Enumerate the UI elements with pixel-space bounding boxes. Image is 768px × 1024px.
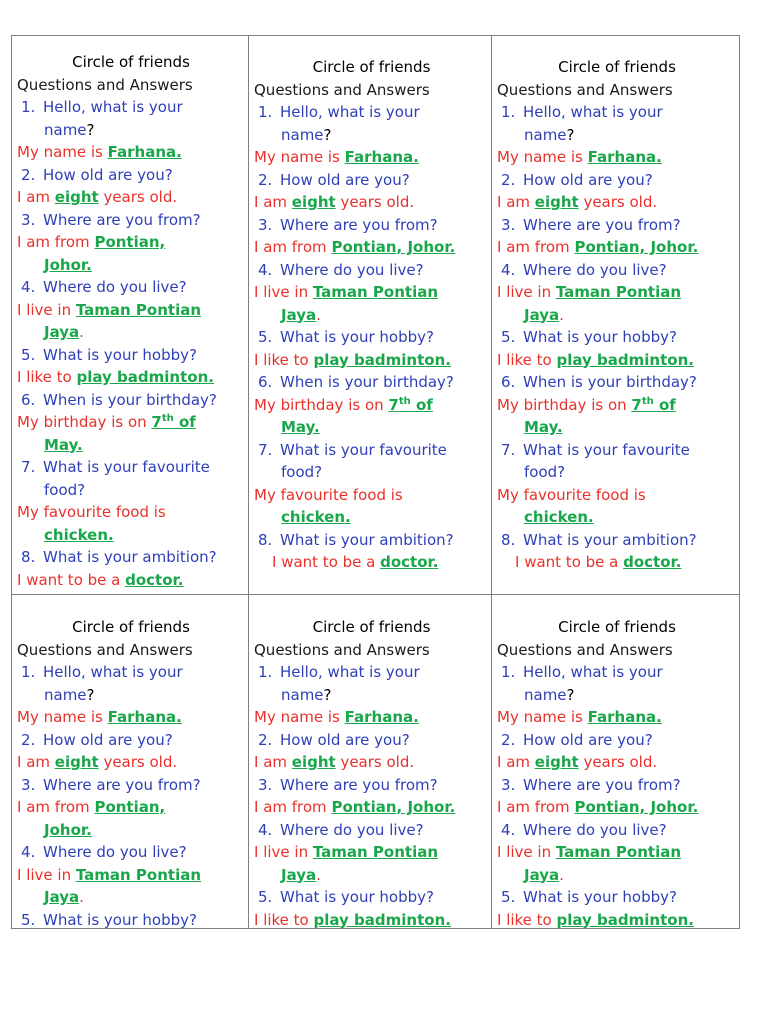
question-5: What is your hobby? <box>43 345 197 364</box>
answer-2-value: eight <box>54 188 99 206</box>
answer-8-value: doctor. <box>380 553 439 571</box>
question-2: How old are you? <box>280 170 410 189</box>
row-divider <box>11 594 740 595</box>
answer-6-value: 7th of <box>388 395 433 414</box>
answer-1-value: Farhana. <box>344 708 419 726</box>
question-5: What is your hobby? <box>523 328 677 346</box>
question-6: When is your birthday? <box>523 373 697 391</box>
question-7: What is your favourite <box>43 458 210 476</box>
question-4: Where do you live? <box>43 843 187 861</box>
column-divider <box>248 35 249 929</box>
card-bottom-middle: Circle of friends Questions and Answers 1. Hello, what is your name? My name is Farhana. 2. How old are you? I am eight years old. 3. Where are you from? I am from Pontian, Johor. 4. Where do you live? I live in Taman Pontian Jaya. 5. What is your hobby? I like to play badminton. <box>254 616 489 928</box>
card-subtitle: Questions and Answers <box>254 640 430 659</box>
question-7: What is your favourite <box>280 440 447 459</box>
question-5: What is your hobby? <box>280 328 434 346</box>
question-1: Hello, what is your <box>280 103 420 121</box>
answer-2-value: eight <box>534 753 579 771</box>
answer-3-value: Pontian, Johor. <box>331 238 456 256</box>
answer-2-value: eight <box>291 753 336 771</box>
answer-4-value: Taman Pontian <box>75 865 202 884</box>
card-top-left: Circle of friends Questions and Answers 1. Hello, what is your name? My name is Farhana. 2. How old are you? I am eight years old. 3. Where are you from? I am from Pontian, Johor. 4. Where do you live? I live in Taman Pontian Jaya. 5. What is your hobby? I like to play badminton. 6. When is your birthday? My birthday is on 7th of May. 7. What is your favourite food? My favourite food is chicken. 8. What is your ambition? I want to be a doctor. <box>17 51 245 594</box>
column-divider <box>491 35 492 929</box>
card-top-right: Circle of friends Questions and Answers 1. Hello, what is your name? My name is Farhana. 2. How old are you? I am eight years old. 3. Where are you from? I am from Pontian, Johor. 4. Where do you live? I live in Taman Pontian Jaya. 5. What is your hobby? I like to play badminton. 6. When is your birthday? My birthday is on 7th of May. 7. What is your favourite food? My favourite food is chicken. 8. What is your ambition? I want to be a doctor. <box>497 56 737 594</box>
question-3: Where are you from? <box>43 210 201 229</box>
answer-3-value: Pontian, <box>94 233 166 251</box>
answer-3-value: Pontian, <box>94 798 166 816</box>
card-title: Circle of friends <box>312 58 431 76</box>
question-4: Where do you live? <box>523 820 667 839</box>
answer-7-value: chicken. <box>281 508 351 526</box>
card-subtitle: Questions and Answers <box>17 75 193 94</box>
card-subtitle: Questions and Answers <box>254 80 430 99</box>
answer-3-value: Pontian, Johor. <box>574 238 699 256</box>
answer-4-value: Taman Pontian <box>555 283 682 301</box>
question-3: Where are you from? <box>43 775 201 794</box>
answer-5-value: play badminton. <box>556 350 694 369</box>
answer-1-value: Farhana. <box>587 708 662 726</box>
question-2: How old are you? <box>43 730 173 749</box>
question-5: What is your hobby? <box>43 910 197 928</box>
question-4: Where do you live? <box>280 820 424 839</box>
question-2: How old are you? <box>523 730 653 749</box>
question-2: How old are you? <box>523 170 653 189</box>
answer-3-value: Pontian, Johor. <box>574 798 699 816</box>
question-1: Hello, what is your <box>523 103 663 121</box>
answer-1-value: Farhana. <box>107 708 182 726</box>
answer-4-value: Taman Pontian <box>555 843 682 861</box>
card-subtitle: Questions and Answers <box>497 640 673 659</box>
card-title: Circle of friends <box>72 53 190 71</box>
question-2: How old are you? <box>43 165 173 184</box>
question-7: What is your favourite <box>523 440 690 459</box>
question-4: Where do you live? <box>523 260 667 279</box>
question-4: Where do you live? <box>280 260 424 279</box>
answer-1-value: Farhana. <box>344 148 419 166</box>
card-bottom-left: Circle of friends Questions and Answers 1. Hello, what is your name? My name is Farhana. 2. How old are you? I am eight years old. 3. Where are you from? I am from Pontian, Johor. 4. Where do you live? I live in Taman Pontian Jaya. 5. What is your hobby? <box>17 616 245 928</box>
question-4: Where do you live? <box>43 278 187 296</box>
question-3: Where are you from? <box>280 775 438 794</box>
answer-3-value: Pontian, Johor. <box>331 798 456 816</box>
answer-2-value: eight <box>534 193 579 211</box>
question-1: Hello, what is your <box>280 663 420 681</box>
card-subtitle: Questions and Answers <box>17 640 193 659</box>
answer-2-value: eight <box>54 753 99 771</box>
question-1: Hello, what is your <box>43 98 183 116</box>
answer-4-value: Taman Pontian <box>312 283 439 301</box>
answer-1-value: Farhana. <box>107 143 182 161</box>
question-3: Where are you from? <box>523 775 681 794</box>
question-6: When is your birthday? <box>280 373 454 391</box>
answer-1-value: Farhana. <box>587 148 662 166</box>
answer-4-value: Taman Pontian <box>75 300 202 319</box>
question-3: Where are you from? <box>523 215 681 234</box>
answer-4-value: Taman Pontian <box>312 843 439 861</box>
card-subtitle: Questions and Answers <box>497 80 673 99</box>
answer-5-value: play badminton. <box>313 910 451 928</box>
card-title: Circle of friends <box>558 58 676 76</box>
question-8: What is your ambition? <box>523 530 697 549</box>
question-5: What is your hobby? <box>523 888 677 906</box>
answer-6-value: 7th of <box>151 413 196 431</box>
card-bottom-right: Circle of friends Questions and Answers 1. Hello, what is your name? My name is Farhana. 2. How old are you? I am eight years old. 3. Where are you from? I am from Pontian, Johor. 4. Where do you live? I live in Taman Pontian Jaya. 5. What is your hobby? I like to play badminton. <box>497 616 737 928</box>
question-6: When is your birthday? <box>43 390 217 409</box>
question-1: Hello, what is your <box>43 663 183 681</box>
answer-1-prefix: My name is <box>17 143 108 161</box>
question-2: How old are you? <box>280 730 410 749</box>
answer-2-value: eight <box>291 193 336 211</box>
question-8: What is your ambition? <box>280 530 454 549</box>
answer-8-value: doctor. <box>125 570 184 589</box>
answer-5-value: play badminton. <box>313 350 451 369</box>
question-8: What is your ambition? <box>43 548 217 566</box>
card-title: Circle of friends <box>312 618 431 636</box>
answer-5-value: play badminton. <box>556 910 694 928</box>
answer-7-value: chicken. <box>44 525 114 544</box>
question-5: What is your hobby? <box>280 888 434 906</box>
question-1: Hello, what is your <box>523 663 663 681</box>
answer-8-value: doctor. <box>623 553 682 571</box>
question-3: Where are you from? <box>280 215 438 234</box>
answer-6-value: 7th of <box>631 395 676 414</box>
answer-7-value: chicken. <box>524 508 594 526</box>
answer-5-value: play badminton. <box>76 368 214 386</box>
card-top-middle: Circle of friends Questions and Answers 1. Hello, what is your name? My name is Farhana. 2. How old are you? I am eight years old. 3. Where are you from? I am from Pontian, Johor. 4. Where do you live? I live in Taman Pontian Jaya. 5. What is your hobby? I like to play badminton. 6. When is your birthday? My birthday is on 7th of May. 7. What is your favourite food? My favourite food is chicken. 8. What is your ambition? I want to be a doctor. <box>254 56 489 594</box>
card-title: Circle of friends <box>72 618 190 636</box>
card-title: Circle of friends <box>558 618 676 636</box>
